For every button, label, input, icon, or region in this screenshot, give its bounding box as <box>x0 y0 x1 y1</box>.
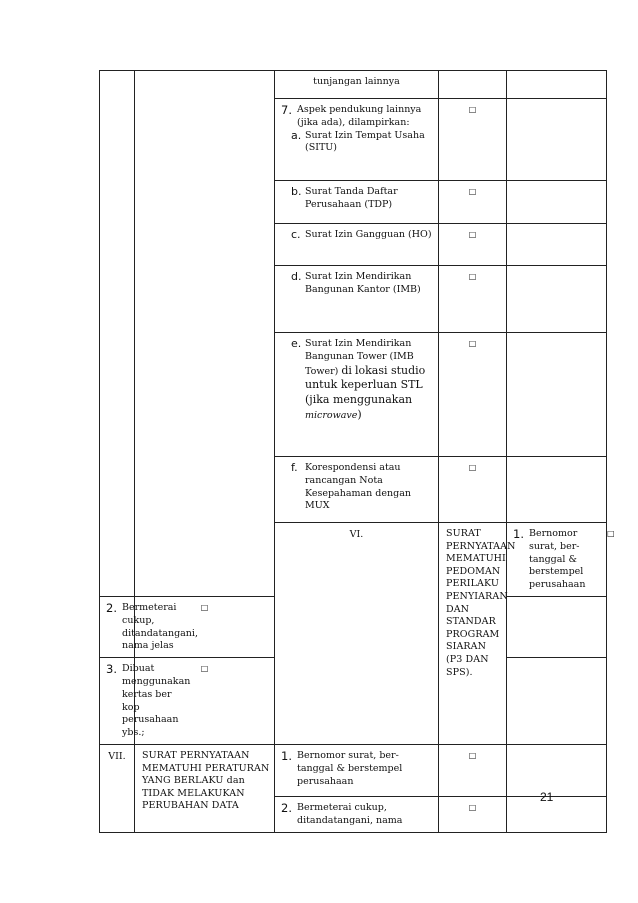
table-row <box>100 71 607 99</box>
checkbox-icon[interactable]: □ <box>607 529 615 538</box>
checkbox-cell[interactable] <box>439 181 507 224</box>
requirement-cell <box>275 266 439 333</box>
checkbox-icon[interactable]: □ <box>468 750 477 760</box>
item-text: Aspek pendukung lainnya (jika ada), dilampirkan: <box>297 104 422 128</box>
item-text: Dibuat menggunakan kertas ber kop perusahaan ybs.; <box>122 663 191 739</box>
item-letter: f. <box>291 461 298 474</box>
requirements-table <box>99 70 615 833</box>
notes-cell <box>507 99 607 181</box>
checkbox-icon[interactable]: □ <box>468 802 477 812</box>
page-number: 21 <box>540 790 554 804</box>
notes-cell <box>507 224 607 266</box>
section-cell <box>135 71 275 597</box>
requirement-cell <box>275 181 439 224</box>
item-text-part: ) <box>357 407 362 421</box>
table-row <box>100 744 607 796</box>
item-text: Korespondensi atau rancangan Nota Kesepahaman dengan MUX <box>305 462 411 512</box>
item-text: Surat Tanda Daftar Perusahaan (TDP) <box>305 186 398 210</box>
checkbox-cell[interactable] <box>439 457 507 523</box>
requirement-cell <box>100 658 191 745</box>
number-cell <box>100 71 135 597</box>
checkbox-icon[interactable]: □ <box>468 339 477 348</box>
checkbox-cell[interactable] <box>439 99 507 181</box>
item-text <box>305 338 432 423</box>
item-text: Surat Izin Mendirikan Bangunan Kantor (IMB) <box>305 271 421 295</box>
requirement-text: tunjangan lainnya <box>313 76 400 87</box>
checkbox-cell[interactable] <box>439 71 507 99</box>
item-number: 1. <box>281 748 292 763</box>
item-text-part: di <box>341 363 352 377</box>
notes-cell <box>507 266 607 333</box>
checkbox-icon[interactable]: □ <box>468 187 477 196</box>
item-text-part: Surat Izin Mendirikan Bangunan Tower (IMB Tower) <box>305 338 414 377</box>
item-text: Bernomor surat, ber-tanggal & berstempel perusahaan <box>297 749 403 787</box>
requirement-cell <box>275 744 439 796</box>
requirement-cell <box>275 457 439 523</box>
requirement-cell <box>275 796 439 832</box>
item-text: Bermeterai cukup, ditandatangani, nama jelas <box>122 601 198 652</box>
item-number: 1. <box>513 527 524 541</box>
checkbox-cell[interactable] <box>439 333 507 457</box>
notes-cell <box>507 457 607 523</box>
notes-cell <box>507 181 607 224</box>
notes-cell <box>507 658 607 745</box>
section-title: SURAT PERNYATAAN MEMATUHI PEDOMAN PERILAKU PENYIARAN DAN STANDAR PROGRAM SIARAN (P3 DAN SPS). <box>439 523 507 745</box>
item-letter: b. <box>291 185 302 198</box>
checkbox-cell[interactable] <box>439 224 507 266</box>
requirement-cell <box>275 99 439 181</box>
item-letter: e. <box>291 337 302 350</box>
item-letter: c. <box>291 228 301 241</box>
item-number: 2. <box>106 600 117 615</box>
item-letter: d. <box>291 270 302 283</box>
checkbox-icon[interactable]: □ <box>468 105 477 114</box>
section-number: VI. <box>275 523 439 745</box>
requirement-cell <box>275 71 439 99</box>
item-number: 7. <box>281 103 292 117</box>
item-text: Surat Izin Gangguan (HO) <box>305 229 432 240</box>
checkbox-cell[interactable] <box>439 266 507 333</box>
requirement-cell <box>100 596 198 657</box>
item-number: 3. <box>106 662 117 677</box>
section-number: VII. <box>100 744 135 832</box>
section-title: SURAT PERNYATAAN MEMATUHI PERATURAN YANG BERLAKU dan TIDAK MELAKUKAN PERUBAHAN DATA <box>135 744 275 832</box>
notes-cell <box>507 333 607 457</box>
checkbox-icon[interactable]: □ <box>468 230 477 239</box>
notes-cell <box>507 744 607 796</box>
item-text: Bernomor surat, ber-tanggal & berstempel perusahaan <box>529 528 586 591</box>
item-number: 2. <box>281 800 292 815</box>
item-text: Surat Izin Tempat Usaha (SITU) <box>305 129 425 154</box>
item-text-italic: microwave <box>305 409 358 421</box>
checkbox-icon[interactable]: □ <box>468 463 477 472</box>
checkbox-icon[interactable]: □ <box>200 602 209 612</box>
requirement-cell <box>275 224 439 266</box>
checkbox-icon[interactable]: □ <box>468 272 477 281</box>
requirement-cell <box>275 333 439 457</box>
item-text-part: lokasi studio untuk keperluan STL (jika menggunakan <box>305 363 426 407</box>
notes-cell <box>507 596 607 657</box>
notes-cell <box>507 71 607 99</box>
requirement-cell <box>507 523 607 597</box>
checkbox-icon[interactable]: □ <box>200 664 209 674</box>
checkbox-cell[interactable] <box>439 796 507 832</box>
item-text: Bermeterai cukup, ditandatangani, nama <box>297 801 403 826</box>
checkbox-cell[interactable] <box>439 744 507 796</box>
item-letter: a. <box>291 128 302 142</box>
notes-cell <box>507 796 607 832</box>
